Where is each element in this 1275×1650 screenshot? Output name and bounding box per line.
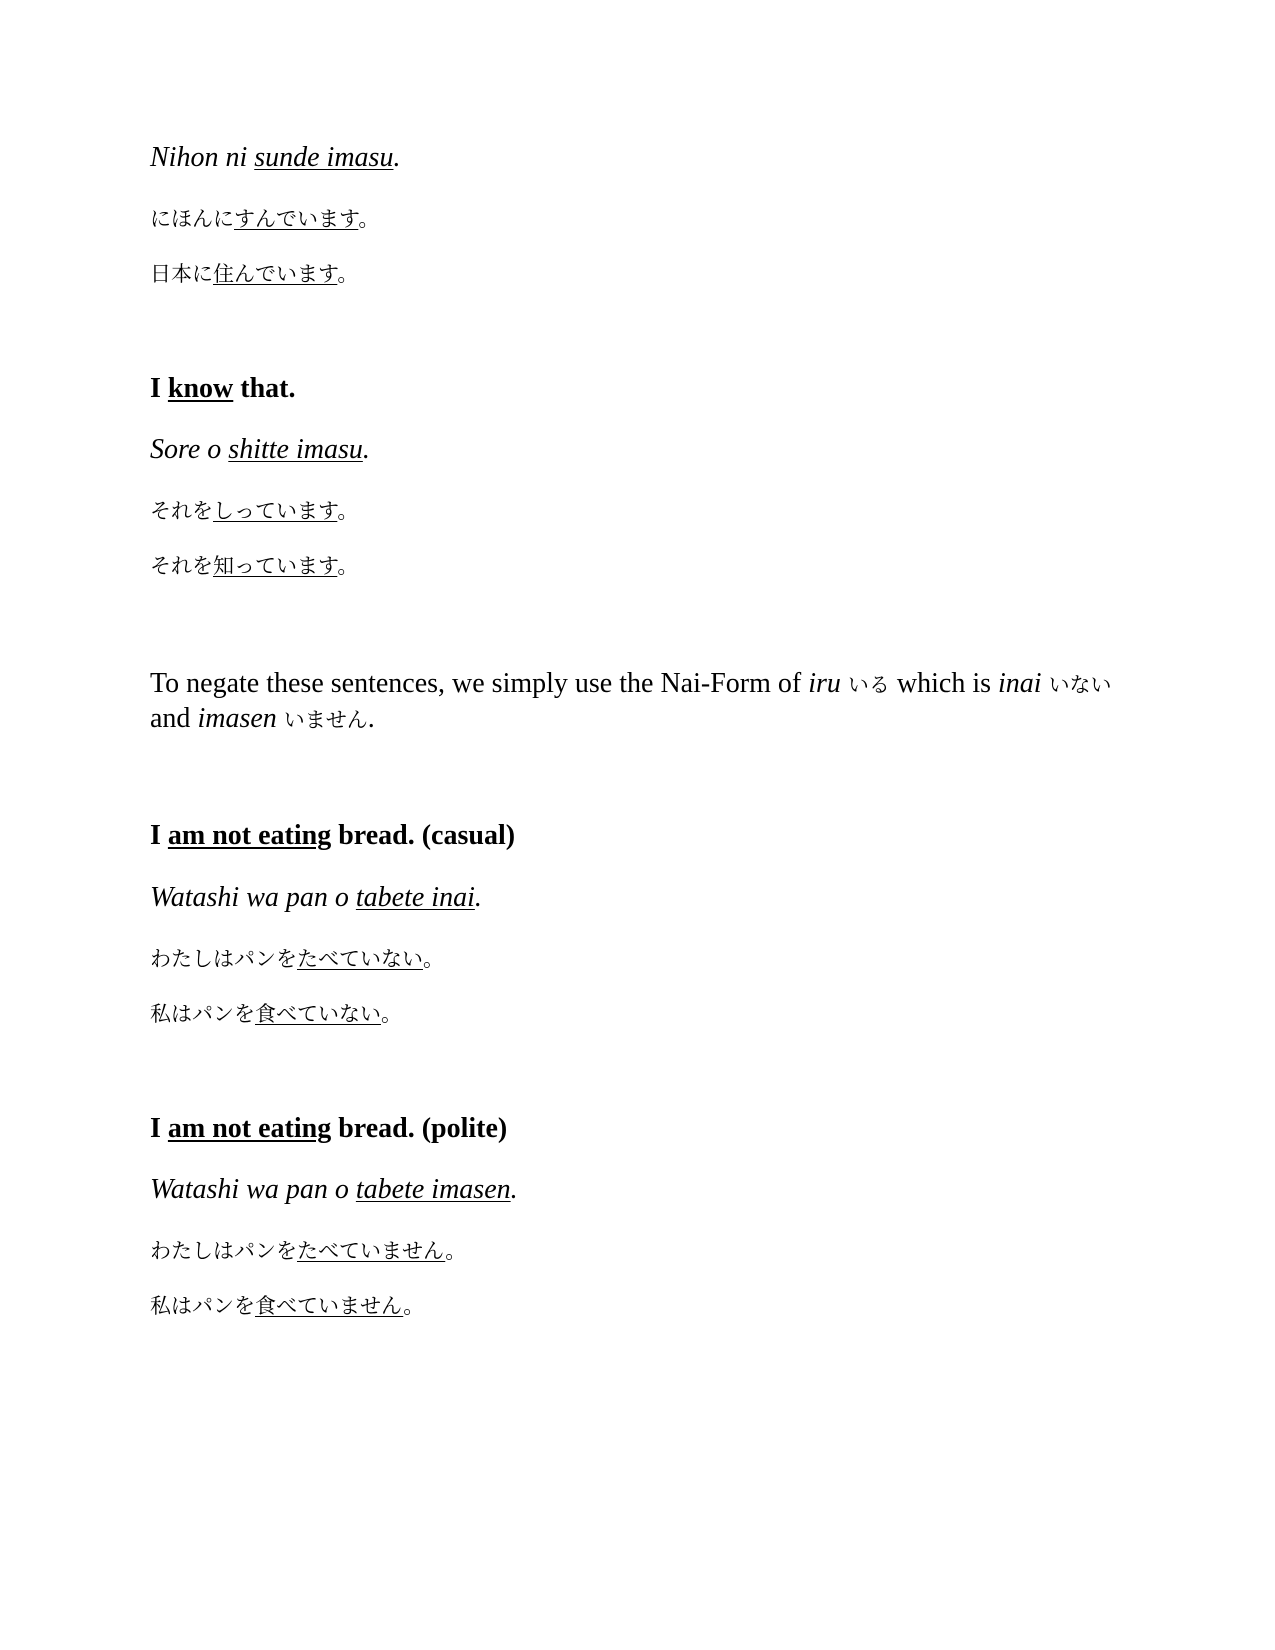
kana-sentence-polite: わたしはパンをたべていません。 [150,1239,467,1263]
kana-sentence-casual: わたしはパンをたべていない。 [150,947,444,971]
underlined-verb: am not eating [167,820,332,851]
romaji-sentence-casual: Watashi wa pan o tabete inai. [150,882,482,913]
heading-not-eating-polite: I am not eating bread. (polite) [150,1113,508,1144]
kanji-sentence-know: それを知っています。 [150,554,359,578]
underlined-verb: 住んでいます [213,262,338,286]
underlined-verb: すんでいます [234,207,359,231]
underlined-verb: 知っています [213,554,338,578]
heading-i-know-that: I know that. [150,373,296,404]
underlined-verb: shitte imasu [228,434,363,465]
kana-sentence-know: それをしっています。 [150,499,359,523]
negation-explanation-paragraph: To negate these sentences, we simply use the Nai-Form of iru いる which is inai いない and imasen いません. [150,668,1112,734]
underlined-verb: tabete imasen [355,1174,511,1205]
underlined-verb: たべていない [297,947,423,971]
romaji-sentence-live-in-japan: Nihon ni sunde imasu. [150,142,401,173]
kanji-sentence-live-in-japan: 日本に住んでいます。 [150,262,359,286]
underlined-verb: 食べていません [255,1294,404,1318]
romaji-sentence-polite: Watashi wa pan o tabete imasen. [150,1174,518,1205]
heading-not-eating-casual: I am not eating bread. (casual) [150,820,516,851]
underlined-verb: たべていません [297,1239,446,1263]
underlined-verb: know [167,373,234,404]
kanji-sentence-casual: 私はパンを食べていない。 [150,1002,402,1026]
kanji-sentence-polite: 私はパンを食べていません。 [150,1294,425,1318]
underlined-verb: しっています [213,499,338,523]
underlined-verb: am not eating [167,1113,332,1144]
underlined-verb: sunde imasu [254,142,394,173]
underlined-verb: tabete inai [355,882,475,913]
romaji-sentence-know: Sore o shitte imasu. [150,434,370,465]
underlined-verb: 食べていない [255,1002,381,1026]
kana-sentence-live-in-japan: にほんにすんでいます。 [150,207,380,231]
